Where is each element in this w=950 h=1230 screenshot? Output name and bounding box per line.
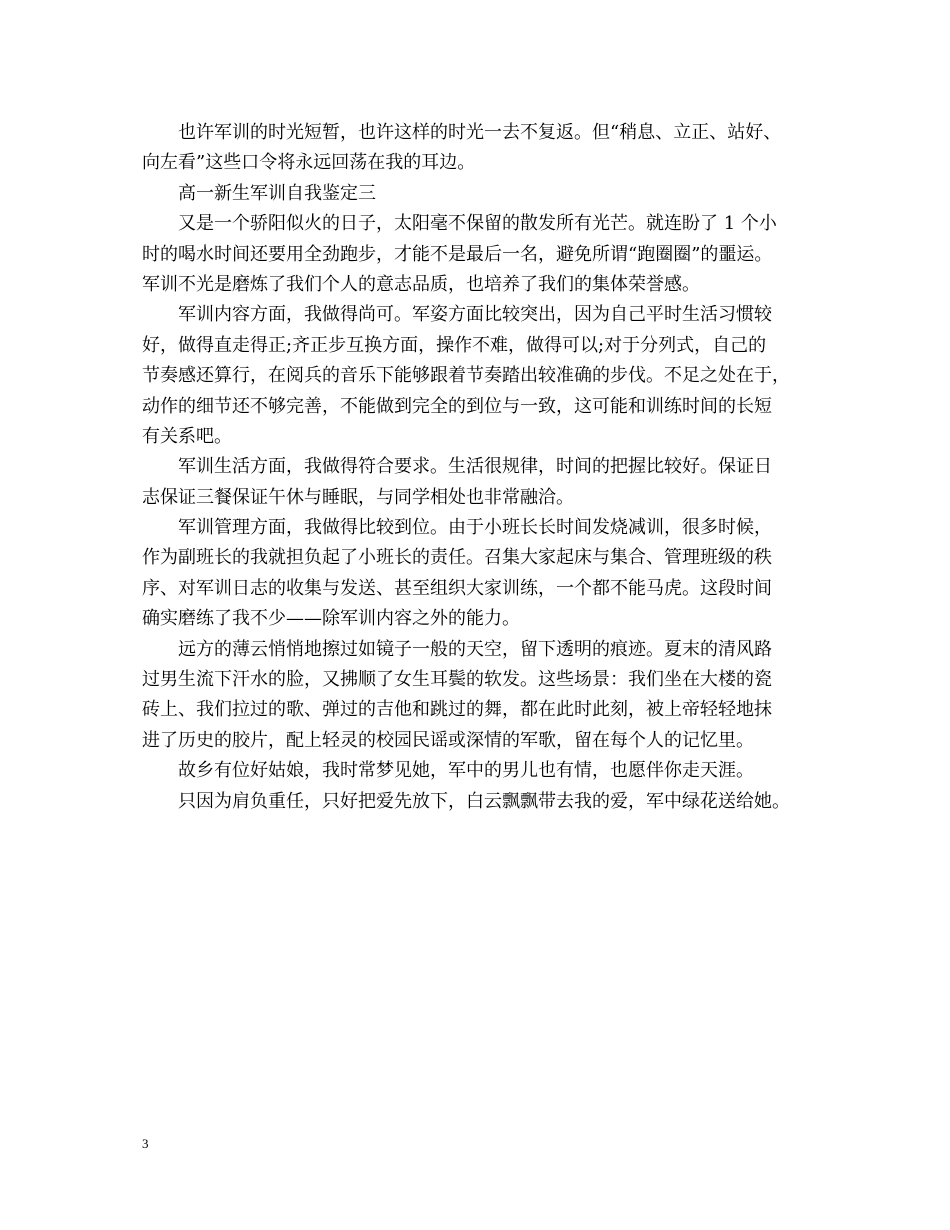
text-line: 时的喝水时间还要用全劲跑步，才能不是最后一名，避免所谓“跑圈圈”的噩运。 [142, 243, 773, 265]
text-line: 军训不光是磨炼了我们个人的意志品质，也培养了我们的集体荣誉感。 [142, 273, 700, 295]
text-line: 故乡有位好姑娘，我时常梦见她，军中的男儿也有情，也愿伴你走天涯。 [178, 760, 754, 782]
text-line: 动作的细节还不够完善，不能做到完全的到位与一致，这可能和训练时间的长短 [142, 395, 772, 417]
text-line: 只因为肩负重任，只好把爱先放下，白云飘飘带去我的爱，军中绿花送给她。 [178, 790, 790, 812]
text-line: 作为副班长的我就担负起了小班长的责任。召集大家起床与集合、管理班级的秩 [142, 547, 772, 569]
text-line: 向左看”这些口令将永远回荡在我的耳边。 [142, 152, 476, 174]
text-line: 又是一个骄阳似火的日子，太阳毫不保留的散发所有光芒。就连盼了 1 个小 [178, 213, 777, 235]
text-line: 进了历史的胶片，配上轻灵的校园民谣或深情的军歌，留在每个人的记忆里。 [142, 729, 754, 751]
text-line: 也许军训的时光短暂，也许这样的时光一去不复返。但“稍息、立正、站好、 [178, 122, 782, 143]
text-line: 砖上、我们拉过的歌、弹过的吉他和跳过的舞，都在此时此刻，被上帝轻轻地抹 [142, 699, 772, 721]
text-line: 志保证三餐保证午休与睡眠，与同学相处也非常融洽。 [142, 486, 574, 508]
text-line: 高一新生军训自我鉴定三 [178, 182, 376, 204]
text-line: 好，做得直走得正;齐正步互换方面，操作不难，做得可以;对于分列式，自己的 [142, 334, 767, 356]
text-line: 序、对军训日志的收集与发送、甚至组织大家训练，一个都不能马虎。这段时间 [142, 577, 772, 599]
text-line: 军训内容方面，我做得尚可。军姿方面比较突出，因为自己平时生活习惯较 [178, 304, 772, 326]
text-line: 有关系吧。 [142, 425, 232, 447]
text-line: 军训管理方面，我做得比较到位。由于小班长长时间发烧减训，很多时候， [178, 517, 772, 539]
text-line: 远方的薄云悄悄地擦过如镜子一般的天空，留下透明的痕迹。夏末的清风路 [178, 638, 772, 660]
text-line: 过男生流下汗水的脸，又拂顺了女生耳鬓的软发。这些场景：我们坐在大楼的瓷 [142, 669, 772, 691]
body-text [142, 118, 812, 817]
text-line: 军训生活方面，我做得符合要求。生活很规律，时间的把握比较好。保证日 [178, 456, 772, 478]
text-line: 节奏感还算行，在阅兵的音乐下能够跟着节奏踏出较准确的步伐。不足之处在于， [142, 365, 790, 387]
text-line: 确实磨练了我不少——除军训内容之外的能力。 [142, 608, 520, 630]
page-number: 3 [142, 1136, 149, 1151]
